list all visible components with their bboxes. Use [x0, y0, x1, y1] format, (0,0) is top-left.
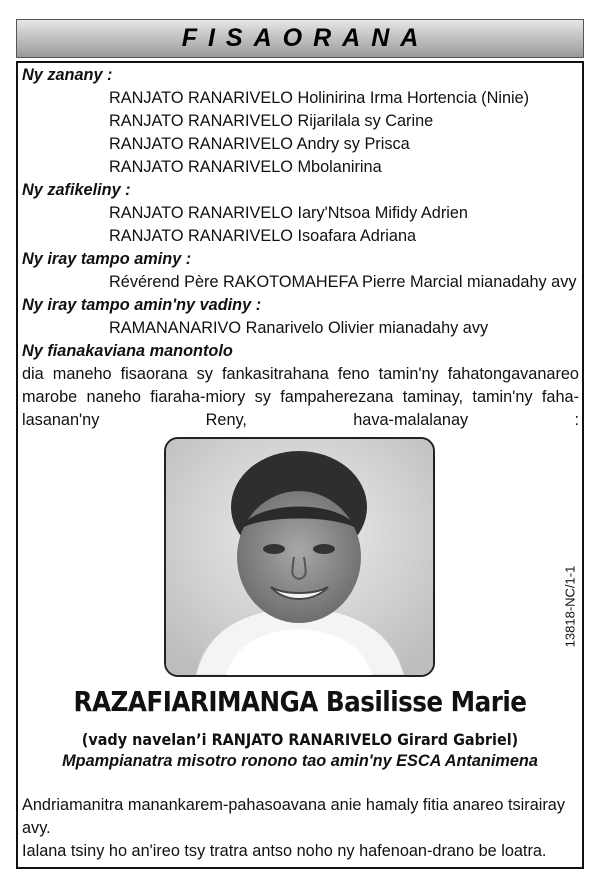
- child-name: RANJATO RANARIVELO Mbolanirina: [109, 158, 382, 176]
- spouse-line: (vady navelan’i RANJATO RANARIVELO Girard Gabriel): [81, 730, 519, 749]
- intro-line: marobe naneho fiaraha-miory sy fampaherezana taminay, tamin'ny faha-: [22, 388, 579, 406]
- section-heading-spouse-siblings: Ny iray tampo amin'ny vadiny :: [22, 296, 262, 314]
- reference-code-text: 13818-NC/1-1: [562, 565, 578, 647]
- child-name: RANJATO RANARIVELO Rijarilala sy Carine: [109, 112, 434, 130]
- intro-line: lasanan'ny Reny, hava-malalanay :: [22, 411, 579, 429]
- portrait-photo: [164, 437, 435, 677]
- intro-line: dia maneho fisaorana sy fankasitrahana feno tamin'ny fahatongavanareo: [22, 365, 579, 383]
- closing-paragraph: [22, 794, 579, 863]
- grandchild-name: RANJATO RANARIVELO Iary'Ntsoa Mifidy Adrien: [109, 204, 468, 222]
- closing-line: Ialana tsiny ho an'ireo tsy tratra antso noho ny hafenoan-drano be loatra.: [22, 842, 547, 860]
- grandchild-name: RANJATO RANARIVELO Isoafara Adriana: [109, 227, 417, 245]
- occupation-line: Mpampianatra misotro ronono tao amin'ny ESCA Antanimena: [62, 752, 538, 770]
- child-name: RANJATO RANARIVELO Holinirina Irma Hortencia (Ninie): [109, 89, 530, 107]
- header-title: FISAORANA: [181, 24, 430, 52]
- notice-content: [22, 64, 579, 432]
- child-name: RANJATO RANARIVELO Andry sy Prisca: [109, 135, 410, 153]
- deceased-name: RAZAFIARIMANGA Basilisse Marie: [73, 685, 527, 718]
- intro-paragraph: [22, 363, 579, 432]
- reference-code: [560, 556, 580, 656]
- section-heading-children: Ny zanany :: [22, 66, 113, 84]
- closing-line: Andriamanitra manankarem-pahasoavana anie hamaly fitia anareo tsirairay avy.: [22, 796, 565, 837]
- section-heading-siblings: Ny iray tampo aminy :: [22, 250, 192, 268]
- spouse-sibling-name: RAMANANARIVO Ranarivelo Olivier mianadahy avy: [109, 319, 489, 337]
- family-heading: Ny fianakaviana manontolo: [22, 342, 233, 360]
- sibling-name: Révérend Père RAKOTOMAHEFA Pierre Marcial mianadahy avy: [109, 273, 577, 291]
- section-heading-grandchildren: Ny zafikeliny :: [22, 181, 131, 199]
- header-bar: [16, 19, 584, 58]
